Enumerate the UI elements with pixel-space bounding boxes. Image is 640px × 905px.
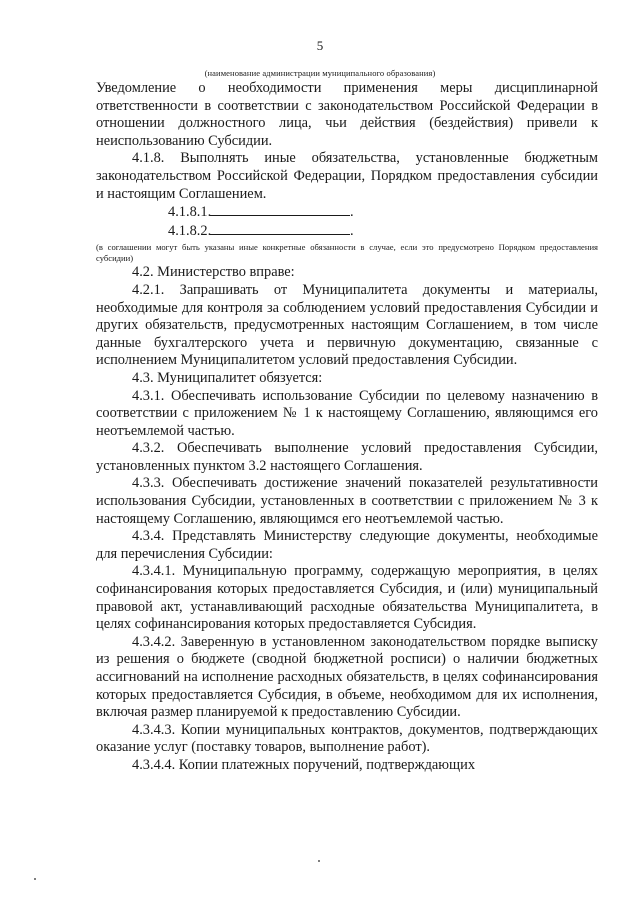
paragraph-4-3-2: 4.3.2. Обеспечивать выполнение условий предоставления Субсидии, установленных пунктом 3.2 настоящего Соглашения. — [96, 440, 598, 474]
paragraph-4-3-1: 4.3.1. Обеспечивать использование Субсидии по целевому назначению в соответствии с приложением № 1 к настоящему Соглашению, являющимся его неотъемлемой частью. — [96, 387, 598, 439]
blank-item-4-1-8-2 — [96, 222, 598, 241]
scan-speck — [34, 878, 36, 880]
blank-item-number: 4.1.8.2. — [168, 222, 212, 239]
blank-item-end: . — [350, 222, 354, 239]
footnote-remark: (в соглашении могут быть указаны иные конкретные обязанности в случае, если это предусмотрено Порядком предоставления субсидии) — [96, 242, 598, 264]
document-body — [96, 80, 598, 775]
paragraph-notification: Уведомление о необходимости применения меры дисциплинарной ответственности в соответствии с законодательством Российской Федерации в отношении должностного лица, чьи действия (бездействия) привели к неиспользованию Субсидии. — [96, 80, 598, 149]
fill-in-blank-line — [210, 222, 350, 235]
page-number: 5 — [316, 38, 324, 53]
blank-item-number: 4.1.8.1. — [168, 204, 212, 221]
paragraph-4-2-1: 4.2.1. Запрашивать от Муниципалитета документы и материалы, необходимые для контроля за соблюдением условий предоставления Субсидии и других обязательств, предусмотренных настоящим Соглашением, в том числе данные бухгалтерского учета и первичную документацию, связанные с исполнением Муниципалитетом условий предоставления Субсидии. — [96, 281, 598, 369]
paragraph-4-1-8: 4.1.8. Выполнять иные обязательства, установленные бюджетным законодательством Российской Федерации, Порядком предоставления субсидии и настоящим Соглашением. — [96, 150, 598, 202]
paragraph-4-3-4-2: 4.3.4.2. Заверенную в установленном законодательством порядке выписку из решения о бюджете (сводной бюджетной росписи) о наличии бюджетных ассигнований на исполнение расходных обязательств, в целях софинансирования которых предоставляется Субсидия, в объеме, необходимом для их исполнения, включая размер планируемой к предоставлению Субсидии. — [96, 633, 598, 721]
scan-speck — [318, 860, 320, 862]
paragraph-4-3-4: 4.3.4. Представлять Министерству следующие документы, необходимые для перечисления Субсидии: — [96, 528, 598, 562]
blank-item-end: . — [350, 204, 354, 221]
paragraph-4-3-4-1: 4.3.4.1. Муниципальную программу, содержащую мероприятия, в целях софинансирования которых предоставляется Субсидия, и (или) муниципальный правовой акт, устанавливающий расходные обязательства Муниципалитета, в целях софинансирования которых предоставляется Субсидия. — [96, 563, 598, 633]
paragraph-4-3-4-4: 4.3.4.4. Копии платежных поручений, подтверждающих — [132, 756, 476, 773]
paragraph-4-3-3: 4.3.3. Обеспечивать достижение значений показателей результативности использования Субсидии, установленных в соответствии с приложением № 3 к настоящему Соглашению, являющимся его неотъемлемой частью. — [96, 475, 598, 527]
paragraph-4-2: 4.2. Министерство вправе: — [132, 264, 295, 281]
blank-item-4-1-8-1 — [96, 203, 598, 222]
header-caption: (наименование администрации муниципального образования) — [204, 68, 436, 78]
paragraph-4-3: 4.3. Муниципалитет обязуется: — [132, 369, 323, 386]
paragraph-4-3-4-3: 4.3.4.3. Копии муниципальных контрактов, документов, подтверждающих оказание услуг (поставку товаров, выполнение работ). — [96, 721, 598, 756]
fill-in-blank-line — [210, 203, 350, 216]
